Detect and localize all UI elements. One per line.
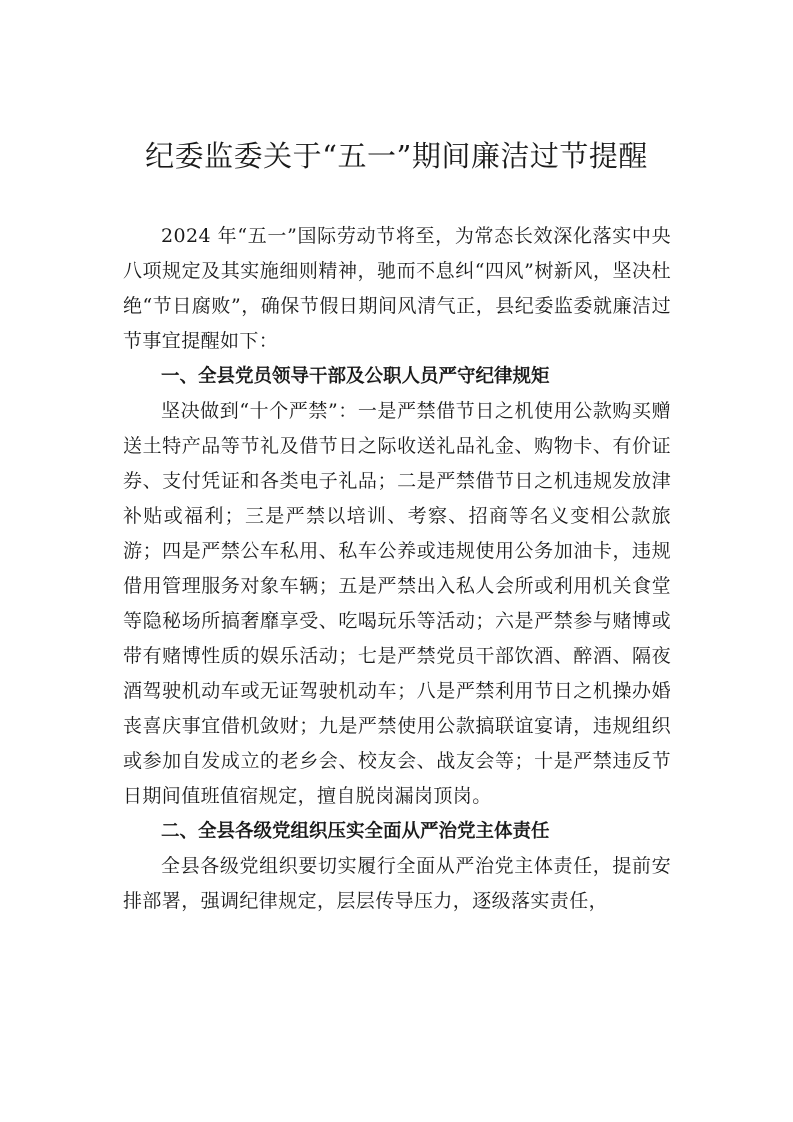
document-title: 纪委监委关于“五一”期间廉洁过节提醒 (145, 139, 648, 173)
section-2-heading: 二、全县各级党组织压实全面从严治党主体责任 (161, 821, 550, 842)
section-1-heading: 一、全县党员领导干部及公职人员严守纪律规矩 (161, 366, 550, 387)
section-2-paragraph: 全县各级党组织要切实履行全面从严治党主体责任，提前安排部署，强调纪律规定，层层传导压力，逐级落实责任， (123, 855, 671, 912)
intro-paragraph: 2024 年“五一”国际劳动节将至，为常态长效深化落实中央八项规定及其实施细则精神，驰而不息纠“四风”树新风，坚决杜绝“节日腐败”，确保节假日期间风清气正，县纪委监委就廉洁过节事宜提醒如下： (123, 225, 671, 352)
section-1-paragraph: 坚决做到“十个严禁”：一是严禁借节日之机使用公款购买赠送土特产品等节礼及借节日之际收送礼品礼金、购物卡、有价证券、支付凭证和各类电子礼品；二是严禁借节日之机违规发放津补贴或福利；三是严禁以培训、考察、招商等名义变相公款旅游；四是严禁公车私用、私车公养或违规使用公务加油卡，违规借用管理服务对象车辆；五是严禁出入私人会所或利用机关食堂等隐秘场所搞奢靡享受、吃喝玩乐等活动；六是严禁参与赌博或带有赌博性质的娱乐活动；七是严禁党员干部饮酒、醉酒、隔夜酒驾驶机动车或无证驾驶机动车；八是严禁利用节日之机操办婚丧喜庆事宜借机敛财；九是严禁使用公款搞联谊宴请，违规组织或参加自发成立的老乡会、校友会、战友会等；十是严禁违反节日期间值班值宿规定，擅自脱岗漏岗顶岗。 (123, 400, 671, 807)
document-body (123, 219, 671, 919)
